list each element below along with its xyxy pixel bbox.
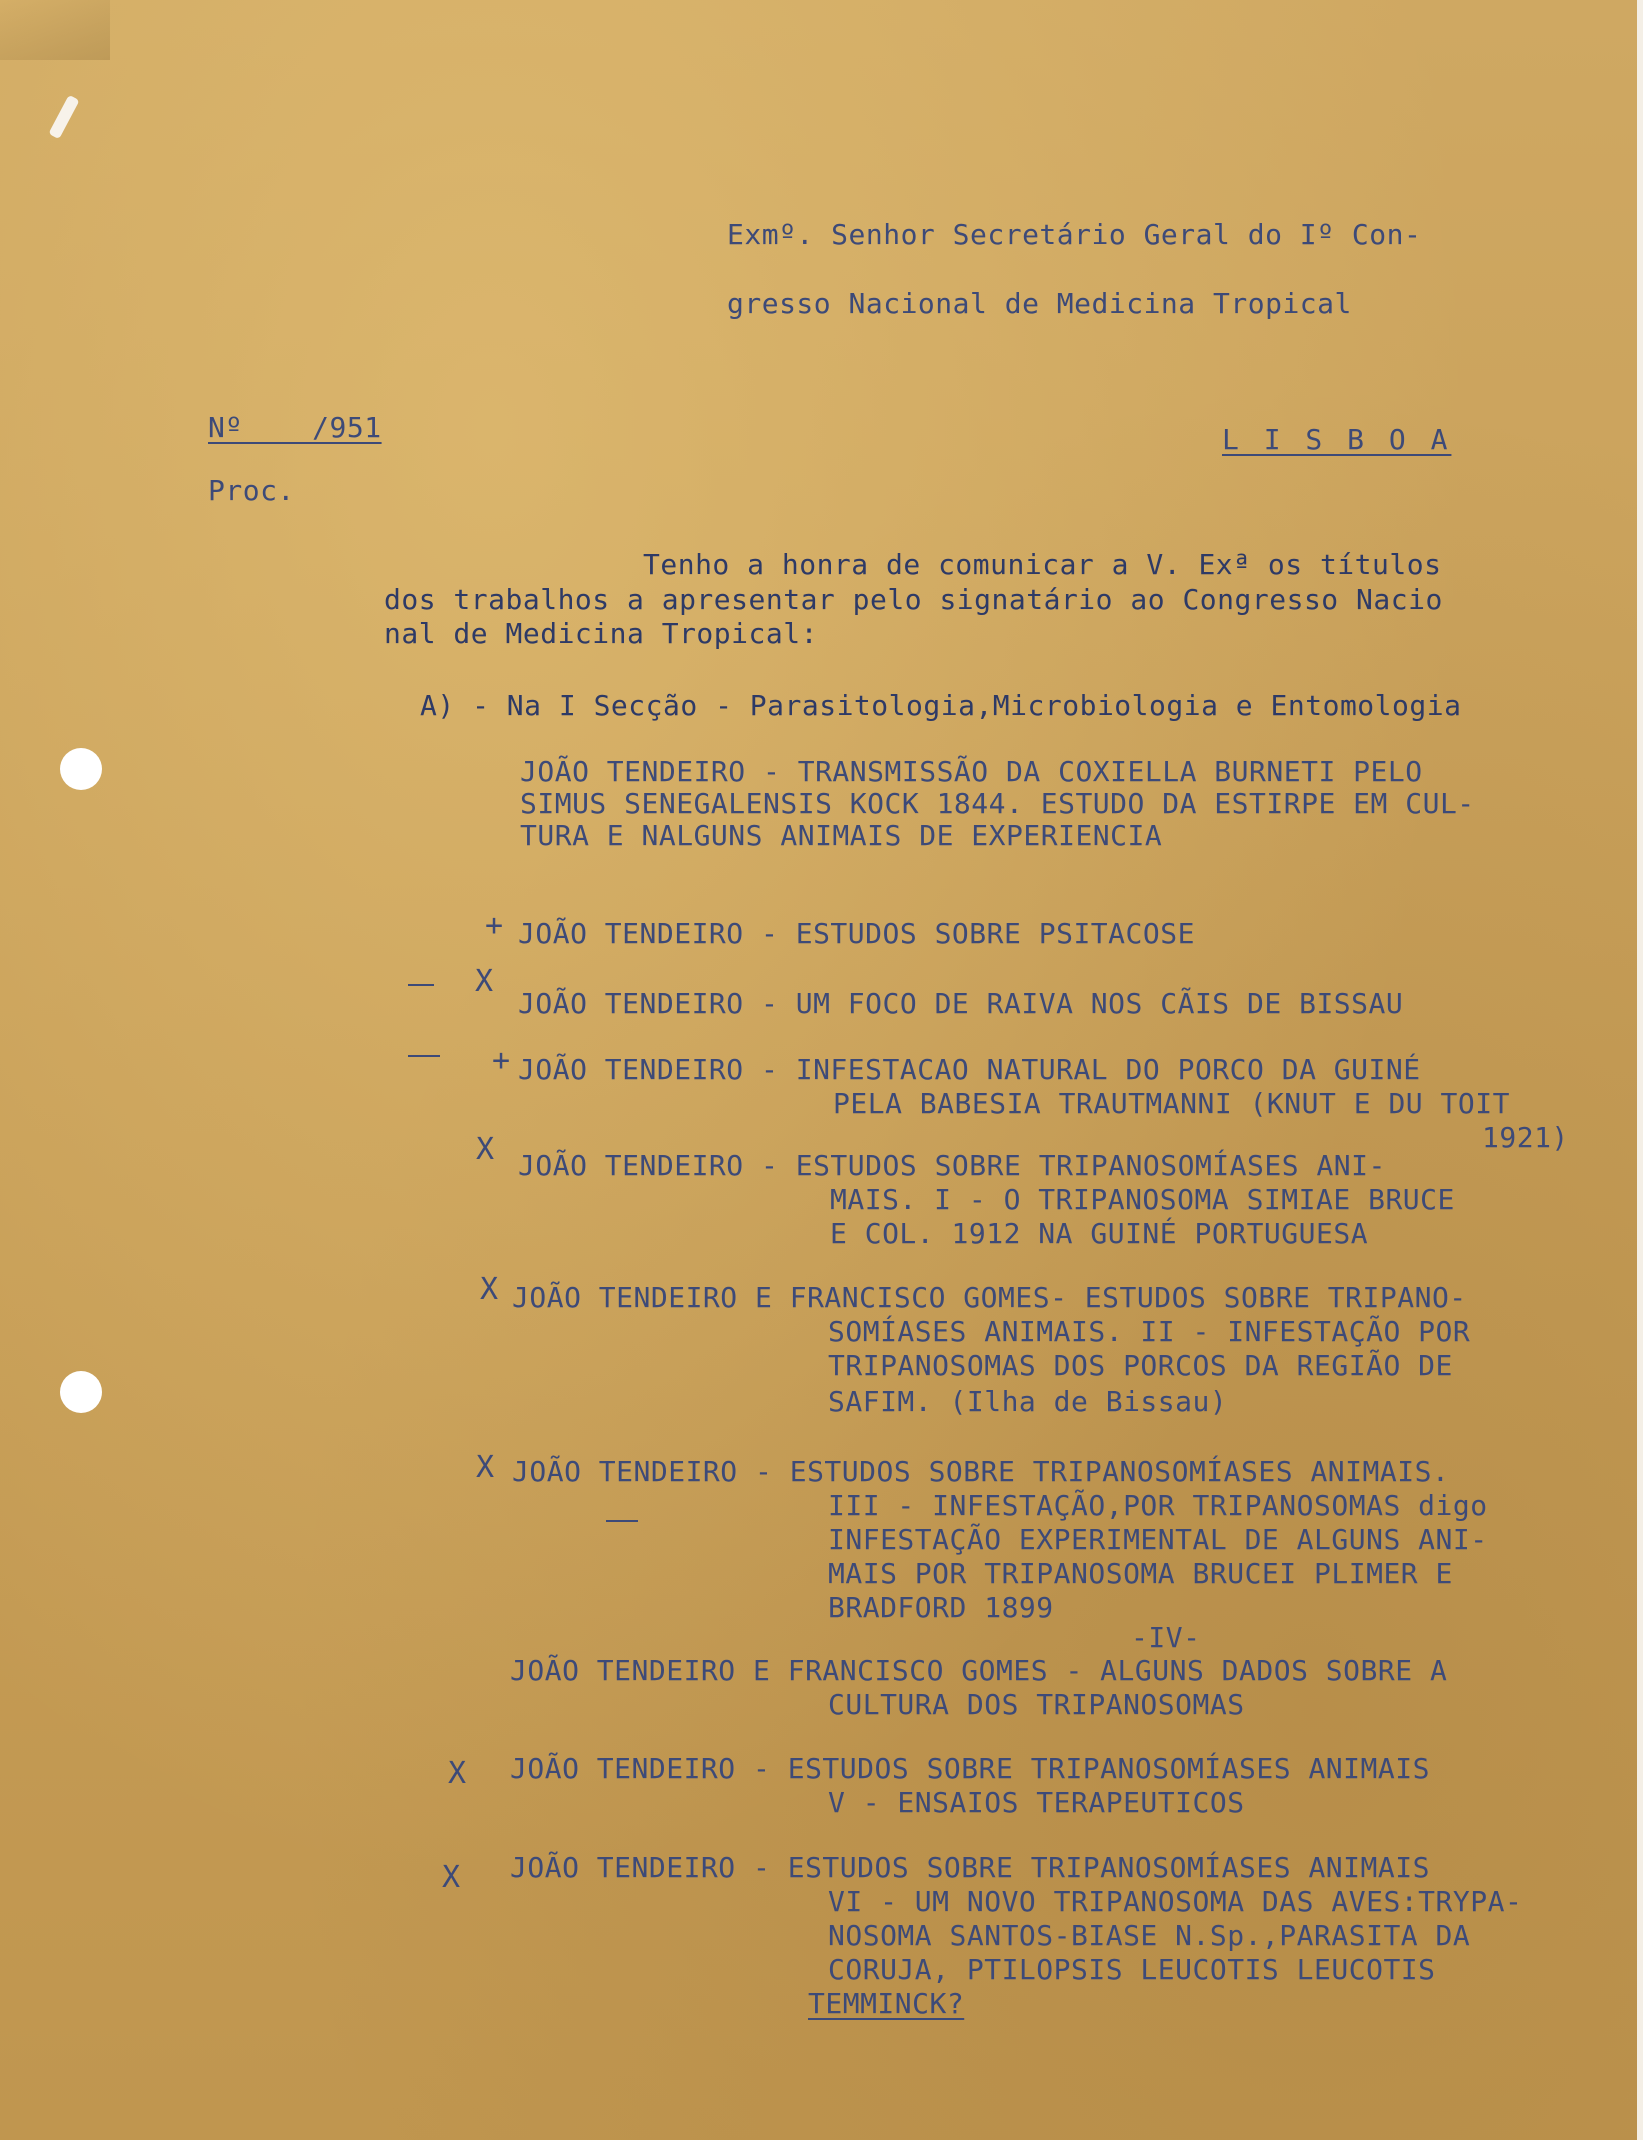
torn-corner	[0, 0, 110, 60]
staple-tear	[48, 95, 79, 139]
entry-5-line-2: MAIS. I - O TRIPANOSOMA SIMIAE BRUCE	[830, 1183, 1455, 1216]
entry-7-line-5: BRADFORD 1899	[828, 1591, 1054, 1624]
intro-line-1: Tenho a honra de comunicar a V. Exª os títulos	[643, 548, 1442, 581]
proc-label: Proc.	[208, 474, 295, 507]
entry-1-line-1: JOÃO TENDEIRO - TRANSMISSÃO DA COXIELLA BURNETI PELO	[520, 755, 1423, 788]
city-heading: L I S B O A	[1222, 423, 1452, 456]
entry-8-line-2: CULTURA DOS TRIPANOSOMAS	[828, 1688, 1245, 1721]
entry-4-line-2: PELA BABESIA TRAUTMANNI (KNUT E DU TOIT	[833, 1087, 1510, 1120]
entry-6-line-4: SAFIM. (Ilha de Bissau)	[828, 1385, 1228, 1418]
entry-6-line-1: JOÃO TENDEIRO E FRANCISCO GOMES- ESTUDOS SOBRE TRIPANO-	[512, 1281, 1467, 1314]
entry-10-line-4: CORUJA, PTILOPSIS LEUCOTIS LEUCOTIS	[828, 1953, 1436, 1986]
entry-6-mark: X	[480, 1272, 499, 1307]
entry-1-line-2: SIMUS SENEGALENSIS KOCK 1844. ESTUDO DA ESTIRPE EM CUL-	[520, 787, 1475, 820]
entry-6-line-3: TRIPANOSOMAS DOS PORCOS DA REGIÃO DE	[828, 1349, 1453, 1382]
entry-5-line-1: JOÃO TENDEIRO - ESTUDOS SOBRE TRIPANOSOMÍASES ANI-	[518, 1149, 1386, 1182]
entry-9-line-1: JOÃO TENDEIRO - ESTUDOS SOBRE TRIPANOSOMÍASES ANIMAIS	[510, 1752, 1430, 1785]
entry-10-line-3: NOSOMA SANTOS-BIASE N.Sp.,PARASITA DA	[828, 1919, 1471, 1952]
margin-dash	[408, 1055, 440, 1057]
entry-4-line-1: JOÃO TENDEIRO - INFESTACAO NATURAL DO PORCO DA GUINÉ	[518, 1053, 1421, 1086]
entry-2-mark: +	[485, 908, 504, 943]
entry-3-line-1: JOÃO TENDEIRO - UM FOCO DE RAIVA NOS CÃIS DE BISSAU	[518, 987, 1404, 1020]
entry-4-mark: +	[492, 1043, 511, 1078]
page-edge	[1637, 0, 1643, 2140]
addressee-line-2: gresso Nacional de Medicina Tropical	[727, 287, 1352, 320]
entry-10-line-5: TEMMINCK?	[808, 1987, 965, 2020]
entry-2-line-1: JOÃO TENDEIRO - ESTUDOS SOBRE PSITACOSE	[518, 917, 1195, 950]
entry-10-mark: X	[442, 1860, 461, 1895]
entry-7-line-4: MAIS POR TRIPANOSOMA BRUCEI PLIMER E	[828, 1557, 1453, 1590]
punch-hole-top	[60, 748, 102, 790]
addressee-line-1: Exmº. Senhor Secretário Geral do Iº Con-	[727, 218, 1422, 251]
entry-8-label: -IV-	[1131, 1621, 1201, 1654]
section-heading: A) - Na I Secção - Parasitologia,Microbiologia e Entomologia	[420, 689, 1462, 722]
entry-7-line-1: JOÃO TENDEIRO - ESTUDOS SOBRE TRIPANOSOMÍASES ANIMAIS.	[512, 1455, 1450, 1488]
entry-5-line-3: E COL. 1912 NA GUINÉ PORTUGUESA	[830, 1217, 1369, 1250]
entry-10-line-1: JOÃO TENDEIRO - ESTUDOS SOBRE TRIPANOSOMÍASES ANIMAIS	[510, 1851, 1430, 1884]
entry-10-line-2: VI - UM NOVO TRIPANOSOMA DAS AVES:TRYPA-	[828, 1885, 1523, 1918]
punch-hole-bottom	[60, 1371, 102, 1413]
entry-1-line-3: TURA E NALGUNS ANIMAIS DE EXPERIENCIA	[520, 819, 1163, 852]
entry-5-mark: X	[476, 1132, 495, 1167]
entry-6-line-2: SOMÍASES ANIMAIS. II - INFESTAÇÃO POR	[828, 1315, 1471, 1348]
intro-line-3: nal de Medicina Tropical:	[384, 617, 818, 650]
entry-7-line-2: III - INFESTAÇÃO,POR TRIPANOSOMAS digo	[828, 1489, 1488, 1522]
entry-3-mark: X	[475, 964, 494, 999]
entry-4-line-3: 1921)	[1482, 1121, 1569, 1154]
entry-9-line-2: V - ENSAIOS TERAPEUTICOS	[828, 1786, 1245, 1819]
entry-9-mark: X	[448, 1756, 467, 1791]
intro-line-2: dos trabalhos a apresentar pelo signatário ao Congresso Nacio	[384, 583, 1443, 616]
entry-7-mark: X	[476, 1450, 495, 1485]
margin-dash	[606, 1520, 638, 1522]
margin-dash	[408, 984, 434, 986]
reference-number: Nº /951	[208, 411, 382, 444]
entry-7-line-3: INFESTAÇÃO EXPERIMENTAL DE ALGUNS ANI-	[828, 1523, 1488, 1556]
entry-8-line-1: JOÃO TENDEIRO E FRANCISCO GOMES - ALGUNS DADOS SOBRE A	[510, 1654, 1448, 1687]
